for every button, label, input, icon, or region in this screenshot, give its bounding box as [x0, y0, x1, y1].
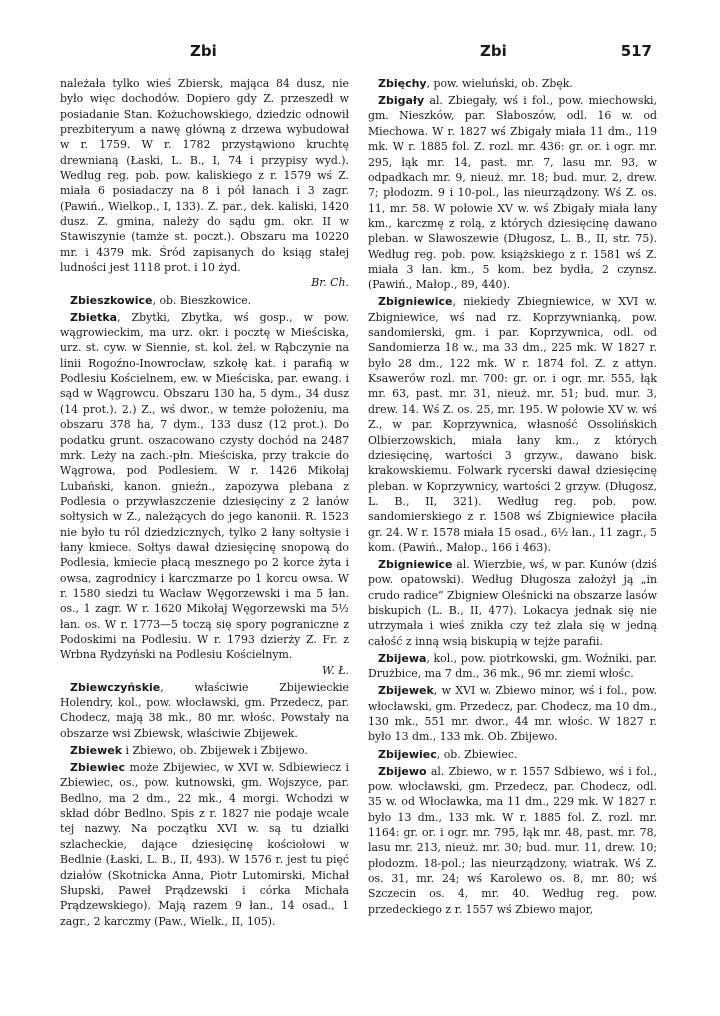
- entry-headword: Zbijewiec: [378, 747, 437, 761]
- entry-text: i Zbiewo, ob. Zbijewek i Zbijewo.: [122, 743, 308, 757]
- dictionary-entry: [60, 293, 349, 308]
- entry-text: , pow. wieluński, ob. Zbęk.: [426, 77, 573, 90]
- entry-text: al. Zbiegały, wś i fol., pow. miechowski, gm. Nieszków, par. Słaboszów, odl. 16 w. od Miechowa. W r. 1827 wś Zbigały miała 11 dm., 119 mk. W r. 1885 fol. Z. rozl. mr. 436: gr. or. i ogr. mr. 295, łąk mr. 14, past. mr. 7, lasu mr. 93, w odpadkach mr. 9, nieuż. mr. 18; bud. mur. 2, drew. 7; płodozm. 9 i 10-pol., las nieurządzony. Wś Z. os. 11, mr. 58. W połowie XV w. wś Zbigały miała łany km., karczmę z rolą, z których dziesięcinę dawano pleban. w Sławoszewie (Długosz, L. B., II, str. 75). Według reg. pob. pow. książskiego z r. 1581 wś Z. miała 3 łan. km., 5 kom. bez bydła, 2 czynsz. (Pawiń., Małop., 89, 440).: [368, 94, 657, 292]
- entry-text: al. Zbiewo, w r. 1557 Sdbiewo, wś i fol., pow. włocławski, gm. Przedecz, par. Chodecz, odl. 35 w. od Włocławka, ma 11 dm., 229 mk. W 1827 r. było 13 dm., 133 mk. W r. 1885 fol. Z. rozl. mr. 1164: gr. or. i ogr. mr. 795, łąk mr. 48, past. mr. 78, lasu mr. 213, nieuż. mr. 30; bud. mur. 11, drew. 10; płodozm. 18-pol.; las nieurządzony, wiatrak. Wś Z. os. 31, mr. 24; wś Karolewo os. 8, mr. 80; wś Szczecin os. 4, mr. 40. Według reg. pow. przedeckiego z r. 1557 wś Zbiewo major,: [368, 764, 657, 916]
- dictionary-entry: [60, 680, 349, 741]
- entry-text: , kol., pow. piotrkowski, gm. Woźniki, par. Drużbice, ma 7 dm., 36 mk., 96 mr. ziemi włośc.: [368, 651, 657, 681]
- entry-headword: Zbietka: [70, 310, 118, 324]
- dictionary-entry: [368, 764, 657, 917]
- entry-text: należała tylko wieś Zbiersk, mająca 84 dusz, nie było więc dochodów. Dopiero gdy Z. przeszedł w posiadanie Stan. Kożuchowskiego, dziedzic odnowił prezbiteryum a nawę główną z drzewa wybudował w r. 1759. W r. 1782 przystąwiono kruchtę drewnianą (Łaski, L. B., I, 74 i przypisy wyd.). Według reg. pob. pow. kaliskiego z r. 1579 wś Z. miała 6 posiadaczy na 8 i pół łanach i 3 zagr. (Pawiń., Wielkop., I, 133). Z. par., dek. kaliski, 1420 dusz. Z. gmina, należy do sądu gm. okr. II w Stawiszynie (tamże st. poczt.). Obszaru ma 10220 mr. i 4379 mk. Śród zapisanych do ksiąg stałej ludności jest 1118 prot. i 10 żyd.: [60, 77, 349, 275]
- dictionary-entry: [60, 760, 349, 929]
- dictionary-entry: [368, 683, 657, 744]
- running-head-center: Zbi: [480, 42, 507, 60]
- entry-text: , niekiedy Zbiegniewice, w XVI w. Zbigniewice, wś nad rz. Koprzywnianką, pow. sandomierski, gm. i par. Koprzywnica, odl. od Sandomierza 18 w., ma 33 dm., 225 mk. W 1827 r. było 28 dm., 122 mk. W r. 1874 fol. Z. z attyn. Ksawerów rozl. mr. 700: gr. or. i ogr. mr. 555, łąk mr. 63, past. mr. 31, nieuż. mr. 51; bud. mur. 3, drew. 14. Wś Z. os. 25, mr. 195. W połowie XV w. wś Z., w par. Koprzywnica, własność Ossolińskich Olbierzowskich, miała łany km., z których dziesięcinę, wartości 3 grzyw., dawano bisk. krakowskiemu. Folwark rycerski dawał dziesięcinę pleban. w Koprzywnicy, wartości 2 grzyw. (Długosz, L. B., II, 321). Według reg. pob. pow. sandomierskiego z r. 1508 wś Zbigniewice płaciła gr. 24. W r. 1578 miała 15 osad., 6½ łan., 11 zagr., 5 kom. (Pawiń., Małop., 166 i 463).: [368, 295, 657, 554]
- dictionary-entry: [368, 557, 657, 649]
- entry-headword: Zbigniewice: [378, 558, 453, 572]
- entry-headword: Zbigniewice: [378, 295, 453, 309]
- entry-text: , Zbytki, Zbytka, wś gosp., w pow. wągrowieckim, ma urz. okr. i pocztę w Mieściska, urz. st. cyw. w Siennie, st. kol. żel. w Rąbczynie na linii Rogoźno-Inowrocław, szkołę kat. i parafią w Podlesiu Kościelnem, ew. w Mieściska, par. ewang. i sąd w Wągrowcu. Obszaru 130 ha, 5 dym., 34 dusz (14 prot.). 2.) Z., wś dwor., w temże położeniu, ma obszaru 378 ha, 7 dym., 133 dusz (12 prot.). Do podatku grunt. oszacowano czysty dochód na 2487 mrk. Leży na zach.-płn. Mieściska, przy trakcie do Wągrowa, pod Podlesiem. W r. 1426 Mikołaj Lubański, kanon. gnieźn., zapozywa plebana z Podlesia o przywłaszczenie dziesięciny z 2 łanów sołtysich w Z., należących do jego kanonii. R. 1523 nie było tu ról dziedzicznych, tylko 2 łany sołtysie i łany kmiece. Sołtys dawał dziesięcinę snopową do Podlesia, kmiecie płacą mesznego po 2 korce żyta i owsa, zagrodnicy i karczmarze po 1 korcu owsa. W r. 1580 siedzi tu Wacław Węgorzewski i ma 5 łan. os., 1 zagr. W r. 1620 Mikołaj Węgorzewski ma 5½ łan. os. W r. 1773—5 toczą się spory pograniczne z Podoskimi na Podlesiu. W r. 1793 dzierży Z. Fr. z Wrbna Rydzyński na Podlesiu Kościelnym.: [60, 310, 349, 662]
- entry-headword: Zbiewczyńskie: [70, 680, 161, 694]
- running-head-left: Zbi: [190, 42, 217, 60]
- right-column: [368, 76, 657, 919]
- entry-headword: Zbiewek: [70, 743, 123, 757]
- dictionary-entry: [368, 747, 657, 762]
- entry-headword: Zbięchy: [378, 77, 427, 90]
- entry-headword: Zbijewo: [378, 764, 427, 778]
- dictionary-entry: [368, 93, 657, 292]
- page-number: 517: [620, 42, 652, 60]
- dictionary-entry: [368, 294, 657, 555]
- entry-text: , ob. Zbiewiec.: [436, 747, 518, 761]
- dictionary-entry: [368, 76, 657, 91]
- entry-text: , ob. Bieszkowice.: [152, 293, 252, 307]
- entry-text: , właściwie Zbijewieckie Holendry, kol., pow. włocławski, gm. Przedecz, par. Chodecz, mają 38 mk., 80 mr. włośc. Powstały na obszarze wsi Zbiewsk, właściwie Zbijewek.: [60, 680, 349, 740]
- entry-headword: Zbigały: [378, 94, 425, 108]
- dictionary-entry: [368, 651, 657, 682]
- entry-text: , w XVI w. Zbiewo minor, wś i fol., pow. włocławski, gm. Przedecz, par. Chodecz, ma 10 dm., 130 mk., 551 mr. dwor., 44 mr. włośc. W 1827 r. było 13 dm., 133 mk. Ob. Zbijewo.: [368, 684, 657, 744]
- entry-text: może Zbijewiec, w XVI w. Sdbiewiecz i Zbiewiec, os., pow. kutnowski, gm. Wojszyce, par. Bedlno, ma 2 dm., 22 mk., 4 morgi. Wchodzi w skład dóbr Bedlno. Spis z r. 1827 nie podaje wcale tej nazwy. Na początku XVI w. są tu działki szlacheckie, dające dziesięcinę kościołowi w Bedlnie (Łaski, L. B., II, 493). W 1576 r. jest tu pięć działów (Skotnicka Anna, Piotr Lutomirski, Michał Słupski, Paweł Prądzewski i córka Michała Prądzewskiego). Mają razem 9 łan., 14 osad., 1 zagr., 2 karczmy (Paw., Wielk., II, 105).: [60, 761, 349, 928]
- entry-headword: Zbieszkowice: [70, 293, 153, 307]
- page-header: [60, 42, 660, 62]
- dictionary-entry: [60, 743, 349, 758]
- entry-headword: Zbiewiec: [70, 761, 125, 775]
- dictionary-entry: [60, 76, 349, 291]
- left-column: [60, 76, 349, 931]
- author-signature: Br. Ch.: [311, 276, 349, 290]
- entry-text: al. Wierzbie, wś, w par. Kunów (dziś pow. opatowski). Według Długosza założył ją „in crudo radice” Zbigniew Oleśnicki na obszarze lasów biskupich (L. B., II, 477). Lokacya jednak się nie utrzymała i wieś znikła czy też zlała się w jedną całość z inną wsią biskupią w tejże parafii.: [368, 558, 657, 648]
- author-signature: W. Ł.: [322, 663, 349, 677]
- entry-headword: Zbijewa: [378, 651, 427, 665]
- dictionary-entry: [60, 310, 349, 678]
- entry-headword: Zbijewek: [378, 684, 434, 698]
